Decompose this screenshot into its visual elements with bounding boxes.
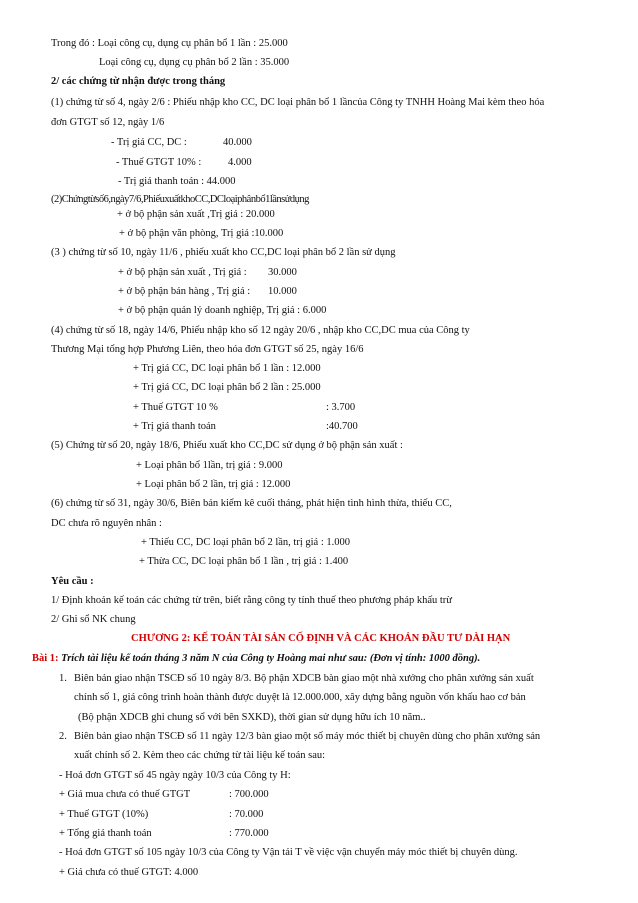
text-line: đơn GTGT số 12, ngày 1/6 [51,117,165,128]
text-line: (3 ) chứng từ số 10, ngày 11/6 , phiếu xuất kho CC,DC loại phân bổ 2 lần sử dụng [51,247,396,258]
value-text: 10.000 [268,286,297,297]
text-line: - Hoá đơn GTGT số 45 ngày ngày 10/3 của Công ty H: [59,770,291,781]
text-line: (2)Chứngtừsố6,ngày7/6,PhiếuxuấtkhoCC,DCloạiphânbổ1lầnsửdụng [51,194,309,205]
item-number: 2. [59,731,67,742]
text-line: Thương Mại tổng hợp Phương Liên, theo hóa đơn GTGT số 25, ngày 16/6 [51,344,364,355]
text-line: (6) chứng từ số 31, ngày 30/6, Biên bản kiểm kê cuối tháng, phát hiện tình hình thừa, thiếu CC, [51,498,452,509]
text-line: + ở bộ phận sản xuất , Trị giá : [118,267,247,278]
text-line: 2/ Ghi sổ NK chung [51,614,136,625]
text-line: - Thuế GTGT 10% : [116,157,202,168]
text-line: + Tổng giá thanh toán [59,828,152,839]
chapter-title: CHƯƠNG 2: KẾ TOÁN TÀI SẢN CỐ ĐỊNH VÀ CÁC KHOẢN ĐẦU TƯ DÀI HẠN [131,633,511,644]
text-line: DC chưa rõ nguyên nhân : [51,518,162,529]
value-text: :40.700 [326,421,358,432]
text-line: + Trị giá thanh toán [133,421,216,432]
exercise-heading [32,652,480,665]
text-line: Biên bản giao nhận TSCĐ số 10 ngày 8/3. Bộ phận XDCB bàn giao một nhà xưởng cho phân xưởng sản xuất [74,673,534,684]
value-text: 30.000 [268,267,297,278]
text-line: + ở bộ phận bán hàng , Trị giá : [118,286,251,297]
text-line: + ở bộ phận sản xuất ,Trị giá : 20.000 [117,209,275,220]
text-line: 1/ Định khoản kế toán các chứng từ trên, biết rằng công ty tính thuế theo phương pháp khấu trừ [51,595,452,606]
value-text: : 3.700 [326,402,356,413]
value-text: : 770.000 [229,828,269,839]
text-line: - Trị giá CC, DC : [111,137,187,148]
text-line: + Giá chưa có thuế GTGT: 4.000 [59,867,199,878]
text-line: (5) Chứng từ số 20, ngày 18/6, Phiếu xuất kho CC,DC sử dụng ở bộ phận sản xuất : [51,440,403,451]
exercise-label: Bài 1: [32,653,59,664]
text-line: (4) chứng từ số 18, ngày 14/6, Phiếu nhập kho số 12 ngày 20/6 , nhập kho CC,DC mua của Công ty [51,325,470,336]
text-line: + Trị giá CC, DC loại phân bổ 1 lần : 12.000 [133,363,321,374]
value-text: 4.000 [228,157,252,168]
text-line: Loại công cụ, dụng cụ phân bổ 2 lần : 35.000 [99,57,290,68]
value-text: 40.000 [223,137,252,148]
text-line: + ở bộ phận quản lý doanh nghiệp, Trị giá : 6.000 [118,305,327,316]
text-line: + Loại phân bổ 1lần, trị giá : 9.000 [136,460,283,471]
requirement-heading: Yêu cầu : [51,576,94,587]
text-line: + Trị giá CC, DC loại phân bổ 2 lần : 25.000 [133,382,321,393]
text-line: + Thuế GTGT (10%) [59,809,149,820]
text-line: (1) chứng từ số 4, ngày 2/6 : Phiếu nhập kho CC, DC loại phân bổ 1 lầncủa Công ty TNHH Hoàng Mai kèm theo hóa [51,97,545,108]
text-line: + Giá mua chưa có thuế GTGT [59,789,191,800]
text-line: Biên bản giao nhận TSCĐ số 11 ngày 12/3 bàn giao một số máy móc thiết bị chuyên dùng cho phân xưởng sản [74,731,541,742]
text-line: + ở bộ phận văn phòng, Trị giá :10.000 [119,228,284,239]
text-line: + Thừa CC, DC loại phân bổ 1 lần , trị giá : 1.400 [139,556,349,567]
text-line: chính số 1, giá công trình hoàn thành được duyệt là 12.000.000, xây dựng bằng nguồn vốn khấu hao cơ bản [74,692,526,703]
section-heading: 2/ các chứng từ nhận được trong tháng [51,76,226,87]
text-line: - Hoá đơn GTGT số 105 ngày 10/3 của Công ty Vận tải T về việc vận chuyển máy móc thiết bị chuyên dùng. [59,847,518,858]
text-line: + Loại phân bổ 2 lần, trị giá : 12.000 [136,479,291,490]
exercise-intro: Trích tài liệu kế toán tháng 3 năm N của Công ty Hoàng mai như sau: (Đơn vị tính: 1000 đồng). [58,653,481,664]
text-line: - Trị giá thanh toán : 44.000 [118,176,236,187]
text-line: (Bộ phận XDCB ghi chung sổ với bên SXKD), thời gian sử dụng hữu ích 10 năm.. [78,712,426,723]
text-line: + Thiếu CC, DC loại phân bổ 2 lần, trị giá : 1.000 [141,537,351,548]
item-number: 1. [59,673,67,684]
value-text: : 700.000 [229,789,269,800]
value-text: : 70.000 [229,809,264,820]
text-line: xuất chính số 2. Kèm theo các chứng từ tài liệu kế toán sau: [74,750,326,761]
text-line: + Thuế GTGT 10 % [133,402,218,413]
text-line: Trong đó : Loại công cụ, dụng cụ phân bổ 1 lần : 25.000 [51,38,288,49]
